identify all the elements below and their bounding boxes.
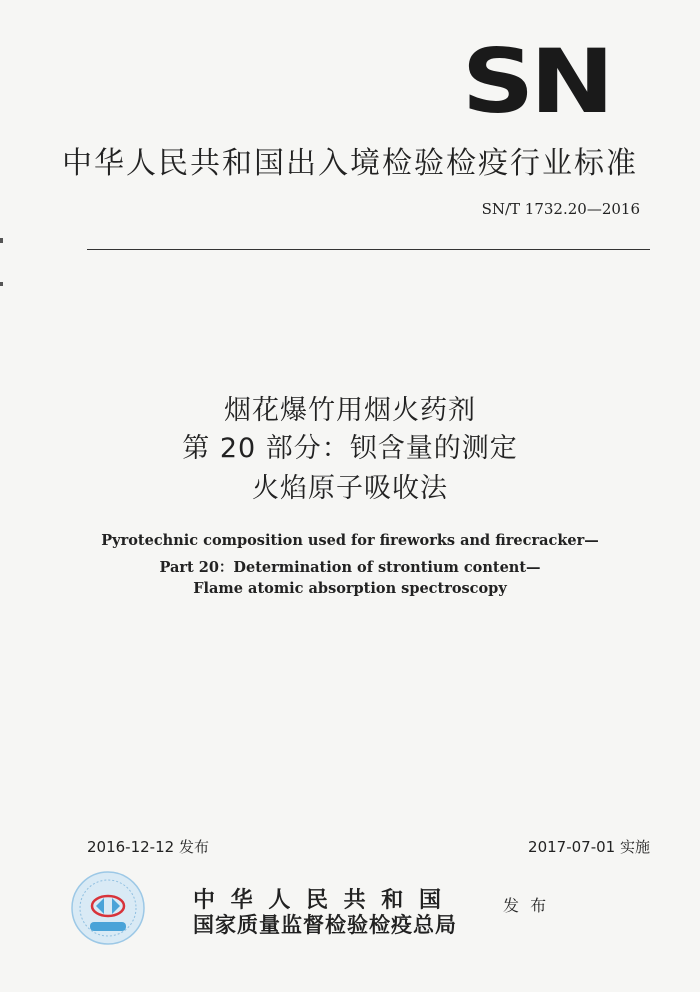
title-zh-line2: 第 20 部分：钡含量的测定 bbox=[182, 433, 518, 464]
organization-header: 中华人民共和国出入境检验检疫行业标准 bbox=[62, 146, 638, 181]
standard-code: SN/T 1732.20—2016 bbox=[481, 200, 640, 218]
publisher-country: 中 华 人 民 共 和 国 bbox=[193, 887, 445, 913]
issue-date: 2016-12-12 发布 bbox=[87, 838, 209, 856]
anti-counterfeit-seal bbox=[70, 870, 146, 946]
publisher-issue-label: 发 布 bbox=[503, 896, 550, 915]
sn-logo: SN bbox=[461, 30, 610, 133]
implementation-date: 2017-07-01 实施 bbox=[528, 838, 650, 856]
scan-edge-mark bbox=[0, 238, 3, 243]
title-en-line1: Pyrotechnic composition used for fireworks and firecracker— bbox=[101, 532, 599, 549]
header-divider bbox=[87, 249, 650, 250]
title-zh-line3: 火焰原子吸收法 bbox=[252, 473, 448, 504]
title-en-line3: Flame atomic absorption spectroscopy bbox=[193, 580, 507, 597]
title-zh-line1: 烟花爆竹用烟火药剂 bbox=[224, 395, 476, 426]
title-en-line2: Part 20：Determination of strontium content— bbox=[159, 559, 541, 576]
publisher-agency: 国家质量监督检验检疫总局 bbox=[193, 912, 457, 937]
scan-edge-mark bbox=[0, 282, 3, 286]
